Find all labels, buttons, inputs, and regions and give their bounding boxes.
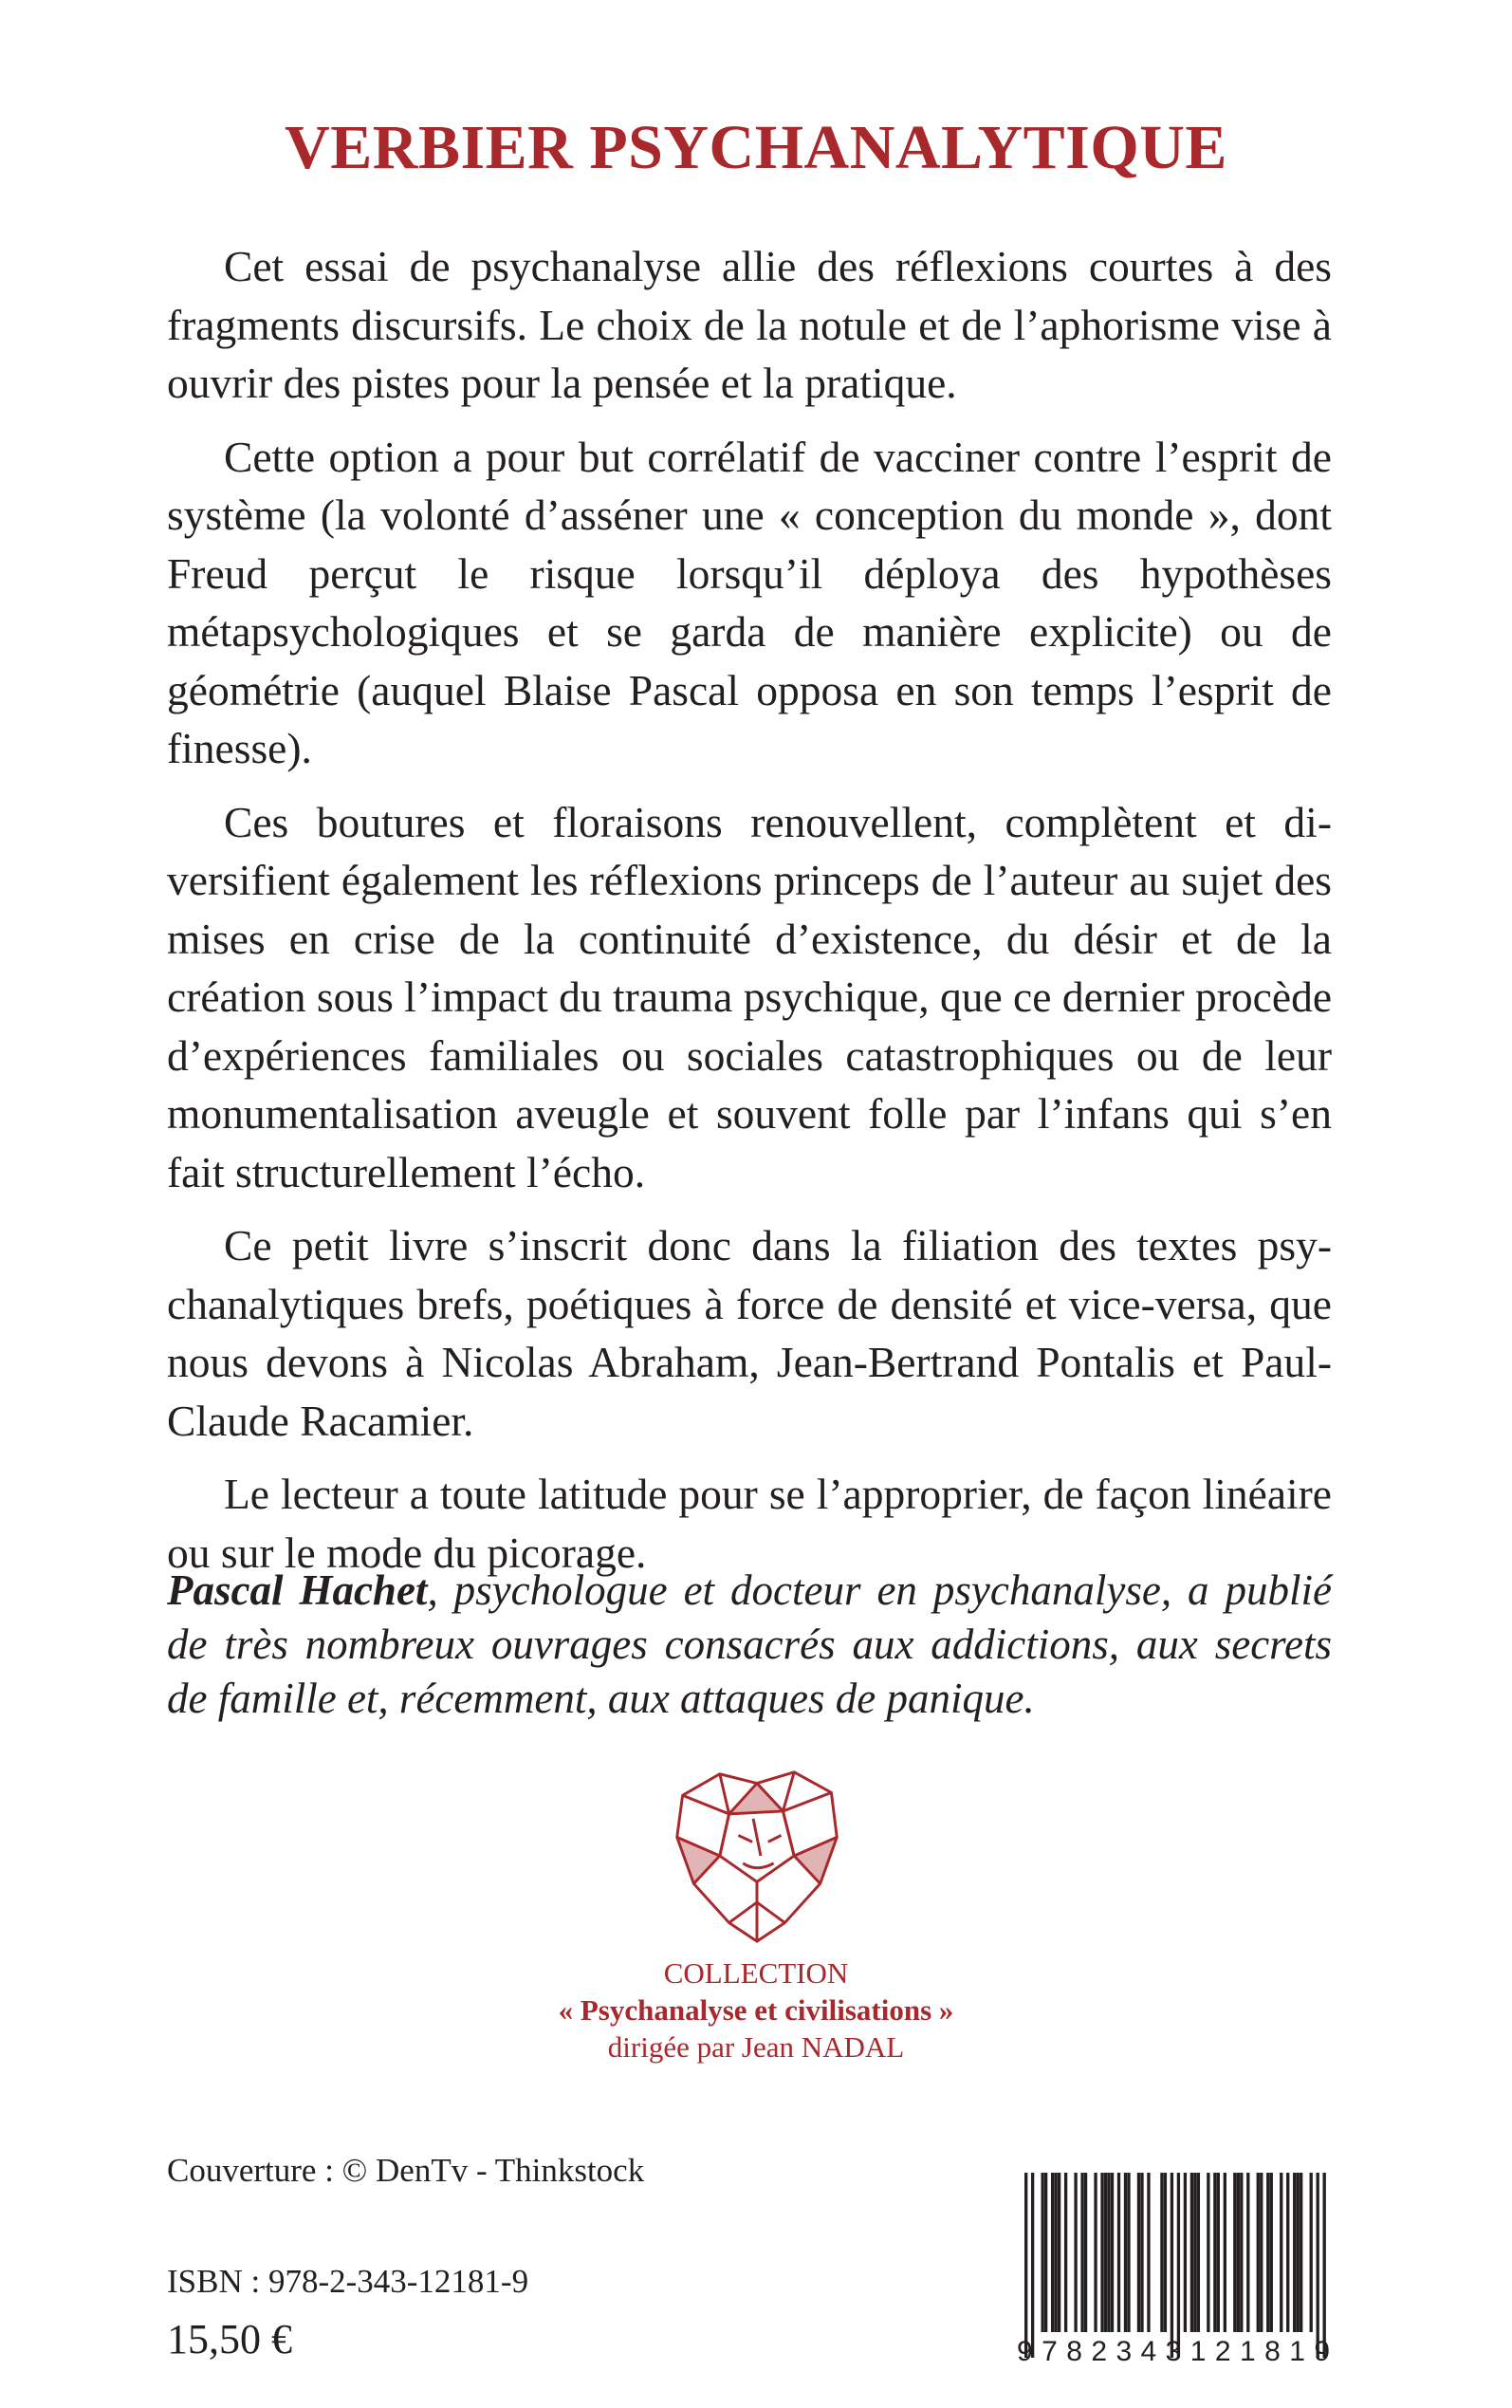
barcode-bar	[1031, 2173, 1034, 2358]
blurb-paragraph-2: Cette option a pour but corrélatif de vacciner contre l’esprit de système (la volonté d’asséner une « conception du monde », dont Freud perçut le risque lorsqu’il déploya des hypothèses métapsychologiques et se garda de manière explicite) ou de géométrie (auquel Blaise Pascal opposa en son temps l’esprit de finesse).	[167, 432, 1332, 772]
barcode-bar	[1266, 2173, 1269, 2332]
barcode-bar	[1184, 2173, 1187, 2332]
publisher-emblem-icon	[664, 1763, 850, 1949]
barcode-digit: 2	[1091, 2336, 1108, 2367]
barcode-bar	[1280, 2173, 1282, 2332]
barcode-bar	[1140, 2173, 1143, 2332]
barcode-bar	[1323, 2173, 1326, 2358]
author-name: Pascal Hachet	[167, 1566, 428, 1614]
barcode-digit: 4	[1140, 2336, 1157, 2367]
barcode-digit: 1	[1189, 2336, 1207, 2367]
barcode-bar	[1293, 2173, 1296, 2332]
barcode-digit: 1	[1239, 2336, 1256, 2367]
barcode-bar	[1137, 2173, 1140, 2332]
barcode-bar	[1080, 2173, 1083, 2332]
price: 15,50 €	[167, 2316, 292, 2362]
barcode-bar	[1084, 2173, 1087, 2332]
barcode-bar	[1160, 2173, 1163, 2332]
barcode	[1024, 2173, 1326, 2358]
barcode-bar	[1317, 2173, 1319, 2358]
barcode-digit: 8	[1264, 2336, 1281, 2367]
barcode-bar	[1054, 2173, 1057, 2332]
barcode-bar	[1100, 2173, 1103, 2332]
collection-block	[0, 1954, 1512, 2065]
barcode-bar	[1058, 2173, 1060, 2332]
barcode-bar	[1094, 2173, 1097, 2332]
barcode-bar	[1240, 2173, 1243, 2332]
blurb-paragraph-1: Cet essai de psychanalyse allie des réflexions courtes à des fragments discursifs. Le choix de la notule et de l’aphorisme vise à ouvrir des pistes pour la pensée et la pratique.	[167, 242, 1332, 407]
barcode-bar	[1197, 2173, 1200, 2332]
barcode-digit: 9	[1017, 2336, 1033, 2367]
barcode-bar	[1107, 2173, 1110, 2332]
barcode-bar	[1193, 2173, 1196, 2332]
book-title: VERBIER PSYCHANALYTIQUE	[285, 113, 1227, 182]
barcode-bar	[1260, 2173, 1263, 2332]
barcode-bar	[1177, 2173, 1180, 2358]
barcode-bar	[1124, 2173, 1127, 2332]
blurb	[167, 237, 1332, 1597]
collection-label: COLLECTION	[663, 1956, 849, 1990]
barcode-digit: 3	[1116, 2336, 1133, 2367]
barcode-bar	[1051, 2173, 1054, 2332]
blurb-paragraph-5: Le lecteur a toute latitude pour se l’approprier, de façon linéaire ou sur le mode du picorage.	[167, 1470, 1332, 1577]
barcode-bar	[1217, 2173, 1220, 2332]
barcode-bar	[1224, 2173, 1226, 2332]
barcode-bar	[1237, 2173, 1240, 2332]
barcode-digit: 2	[1214, 2336, 1231, 2367]
blurb-paragraph-3: Ces boutures et floraisons renouvellent, complètent et diversifient également les réflexions princeps de l’auteur au sujet des mises en crise de la continuité d’existence, du désir et de la création sous l’impact du trauma psychique, que ce dernier procède d’expériences familiales ou sociales catastrophiques ou de leur monumentalisation aveugle et souvent folle par l’infans qui s’en fait structurellement l’écho.	[167, 797, 1333, 1196]
barcode-digits	[1017, 2336, 1330, 2368]
barcode-bar	[1147, 2173, 1150, 2332]
isbn: ISBN : 978-2-343-12181-9	[167, 2263, 529, 2300]
barcode-digit: 3	[1165, 2336, 1182, 2367]
author-bio	[167, 1564, 1332, 1726]
barcode-bar	[1233, 2173, 1236, 2332]
barcode-digit: 8	[1066, 2336, 1082, 2367]
barcode-bar	[1117, 2173, 1120, 2332]
barcode-bar	[1300, 2173, 1302, 2332]
barcode-bar	[1164, 2173, 1167, 2332]
barcode-digit: 1	[1289, 2336, 1305, 2367]
barcode-bar	[1104, 2173, 1107, 2332]
barcode-bar	[1041, 2173, 1043, 2332]
barcode-bar	[1310, 2173, 1313, 2332]
collection-series: « Psychanalyse et civilisations »	[558, 1993, 954, 2027]
barcode-bar	[1111, 2173, 1114, 2332]
barcode-bar	[1044, 2173, 1047, 2332]
barcode-bar	[1190, 2173, 1193, 2332]
barcode-bar	[1286, 2173, 1289, 2332]
barcode-bar	[1270, 2173, 1273, 2332]
barcode-bar	[1024, 2173, 1027, 2358]
blurb-paragraph-4: Ce petit livre s’inscrit donc dans la filiation des textes psychanalytiques brefs, poétiques à force de densité et vice-versa, que nous devons à Nicolas Abraham, Jean-Bertrand Pontalis et Paul-Claude Racamier.	[167, 1221, 1332, 1445]
barcode-bar	[1171, 2173, 1173, 2358]
barcode-bar	[1297, 2173, 1300, 2332]
collection-editor: dirigée par Jean NADAL	[607, 2030, 905, 2064]
barcode-bar	[1207, 2173, 1209, 2332]
barcode-bar	[1213, 2173, 1216, 2332]
barcode-bar	[1127, 2173, 1130, 2332]
barcode-bar	[1064, 2173, 1067, 2332]
barcode-bar	[1246, 2173, 1249, 2332]
barcode-digit: 7	[1042, 2336, 1058, 2367]
barcode-bar	[1257, 2173, 1260, 2332]
barcode-digit: 9	[1314, 2336, 1330, 2367]
cover-credit: Couverture : © DenTv - Thinkstock	[167, 2152, 645, 2189]
barcode-bar	[1074, 2173, 1077, 2332]
author-bio-text: , psychologue et docteur en psychanalyse, a publié de très nombreux ouvrages consacrés aux addictions, aux secrets de famille et, récemment, aux attaques de panique.	[167, 1566, 1332, 1722]
